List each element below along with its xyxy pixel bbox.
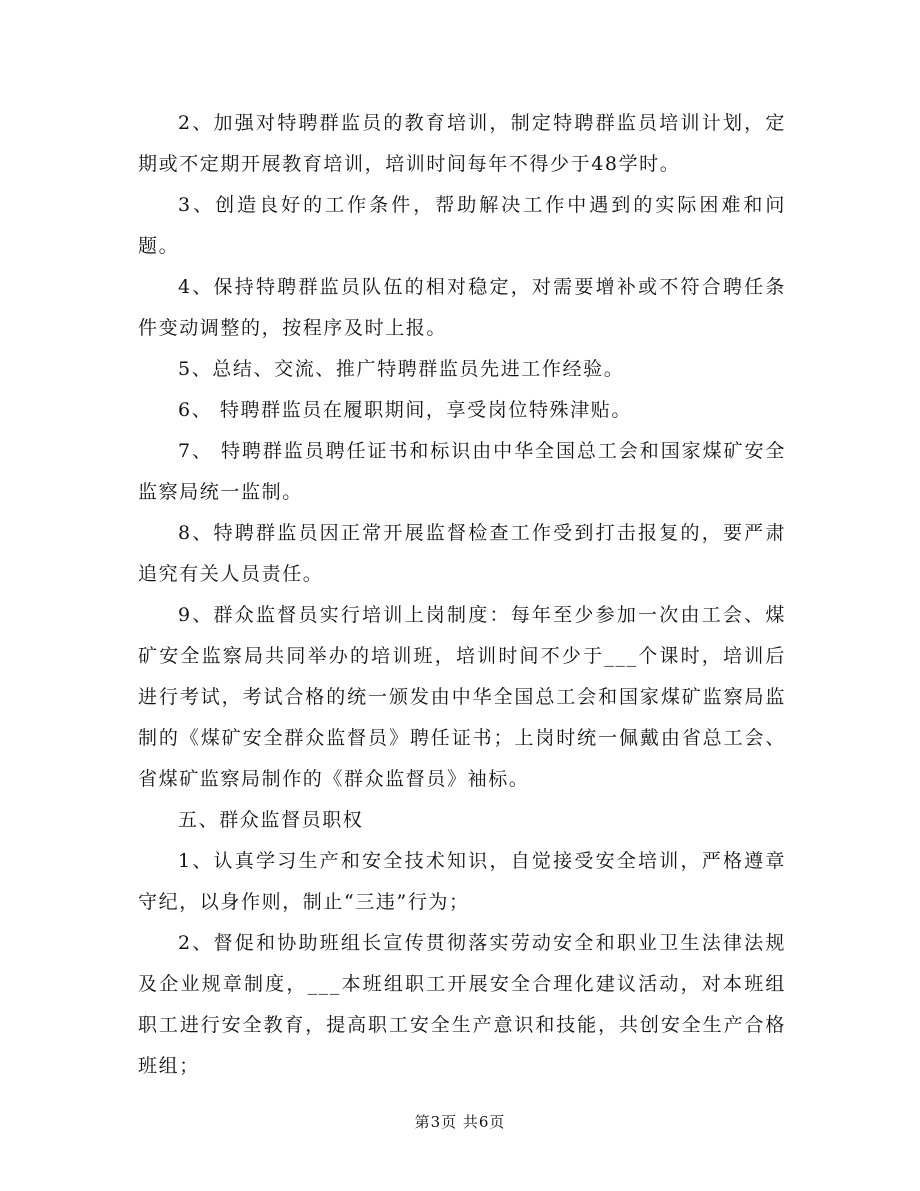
paragraph-certificate: 7、 特聘群监员聘任证书和标识由中华全国总工会和国家煤矿安全监察局统一监制。 — [138, 440, 786, 503]
paragraph-duty-2: 2、督促和协助班组长宣传贯彻落实劳动安全和职业卫生法律法规及企业规章制度，___本班组职工开展安全合理化建议活动，对本班组职工进行安全教育，提高职工安全生产意识和技能，共创安全生产合格班组； — [138, 932, 786, 1077]
paragraph-duty-1: 1、认真学习生产和安全技术知识，自觉接受安全培训，严格遵章守纪，以身作则，制止“三违”行为； — [138, 850, 786, 913]
page-number-footer: 第3页 共6页 — [414, 1113, 506, 1131]
paragraph-training-system: 9、群众监督员实行培训上岗制度：每年至少参加一次由工会、煤矿安全监察局共同举办的培训班，培训时间不少于___个课时，培训后进行考试，考试合格的统一颁发由中华全国总工会和国家煤矿监察局监制的《煤矿安全群众监督员》聘任证书；上岗时统一佩戴由省总工会、省煤矿监察局制作的《群众监督员》袖标。 — [138, 604, 786, 790]
paragraph-working-conditions: 3、创造良好的工作条件，帮助解决工作中遇到的实际困难和问题。 — [138, 194, 786, 257]
paragraph-allowance: 6、 特聘群监员在履职期间，享受岗位特殊津贴。 — [178, 399, 632, 421]
section-heading-powers: 五、群众监督员职权 — [178, 809, 364, 831]
paragraph-team-stability: 4、保持特聘群监员队伍的相对稳定，对需要增补或不符合聘任条件变动调整的，按程序及时上报。 — [138, 276, 786, 339]
paragraph-training: 2、加强对特聘群监员的教育培训，制定特聘群监员培训计划，定期或不定期开展教育培训，培训时间每年不得少于48学时。 — [138, 112, 786, 175]
paragraph-experience: 5、总结、交流、推广特聘群监员先进工作经验。 — [178, 358, 625, 380]
document-body — [138, 103, 786, 1087]
paragraph-retaliation: 8、特聘群监员因正常开展监督检查工作受到打击报复的，要严肃追究有关人员责任。 — [138, 522, 786, 585]
